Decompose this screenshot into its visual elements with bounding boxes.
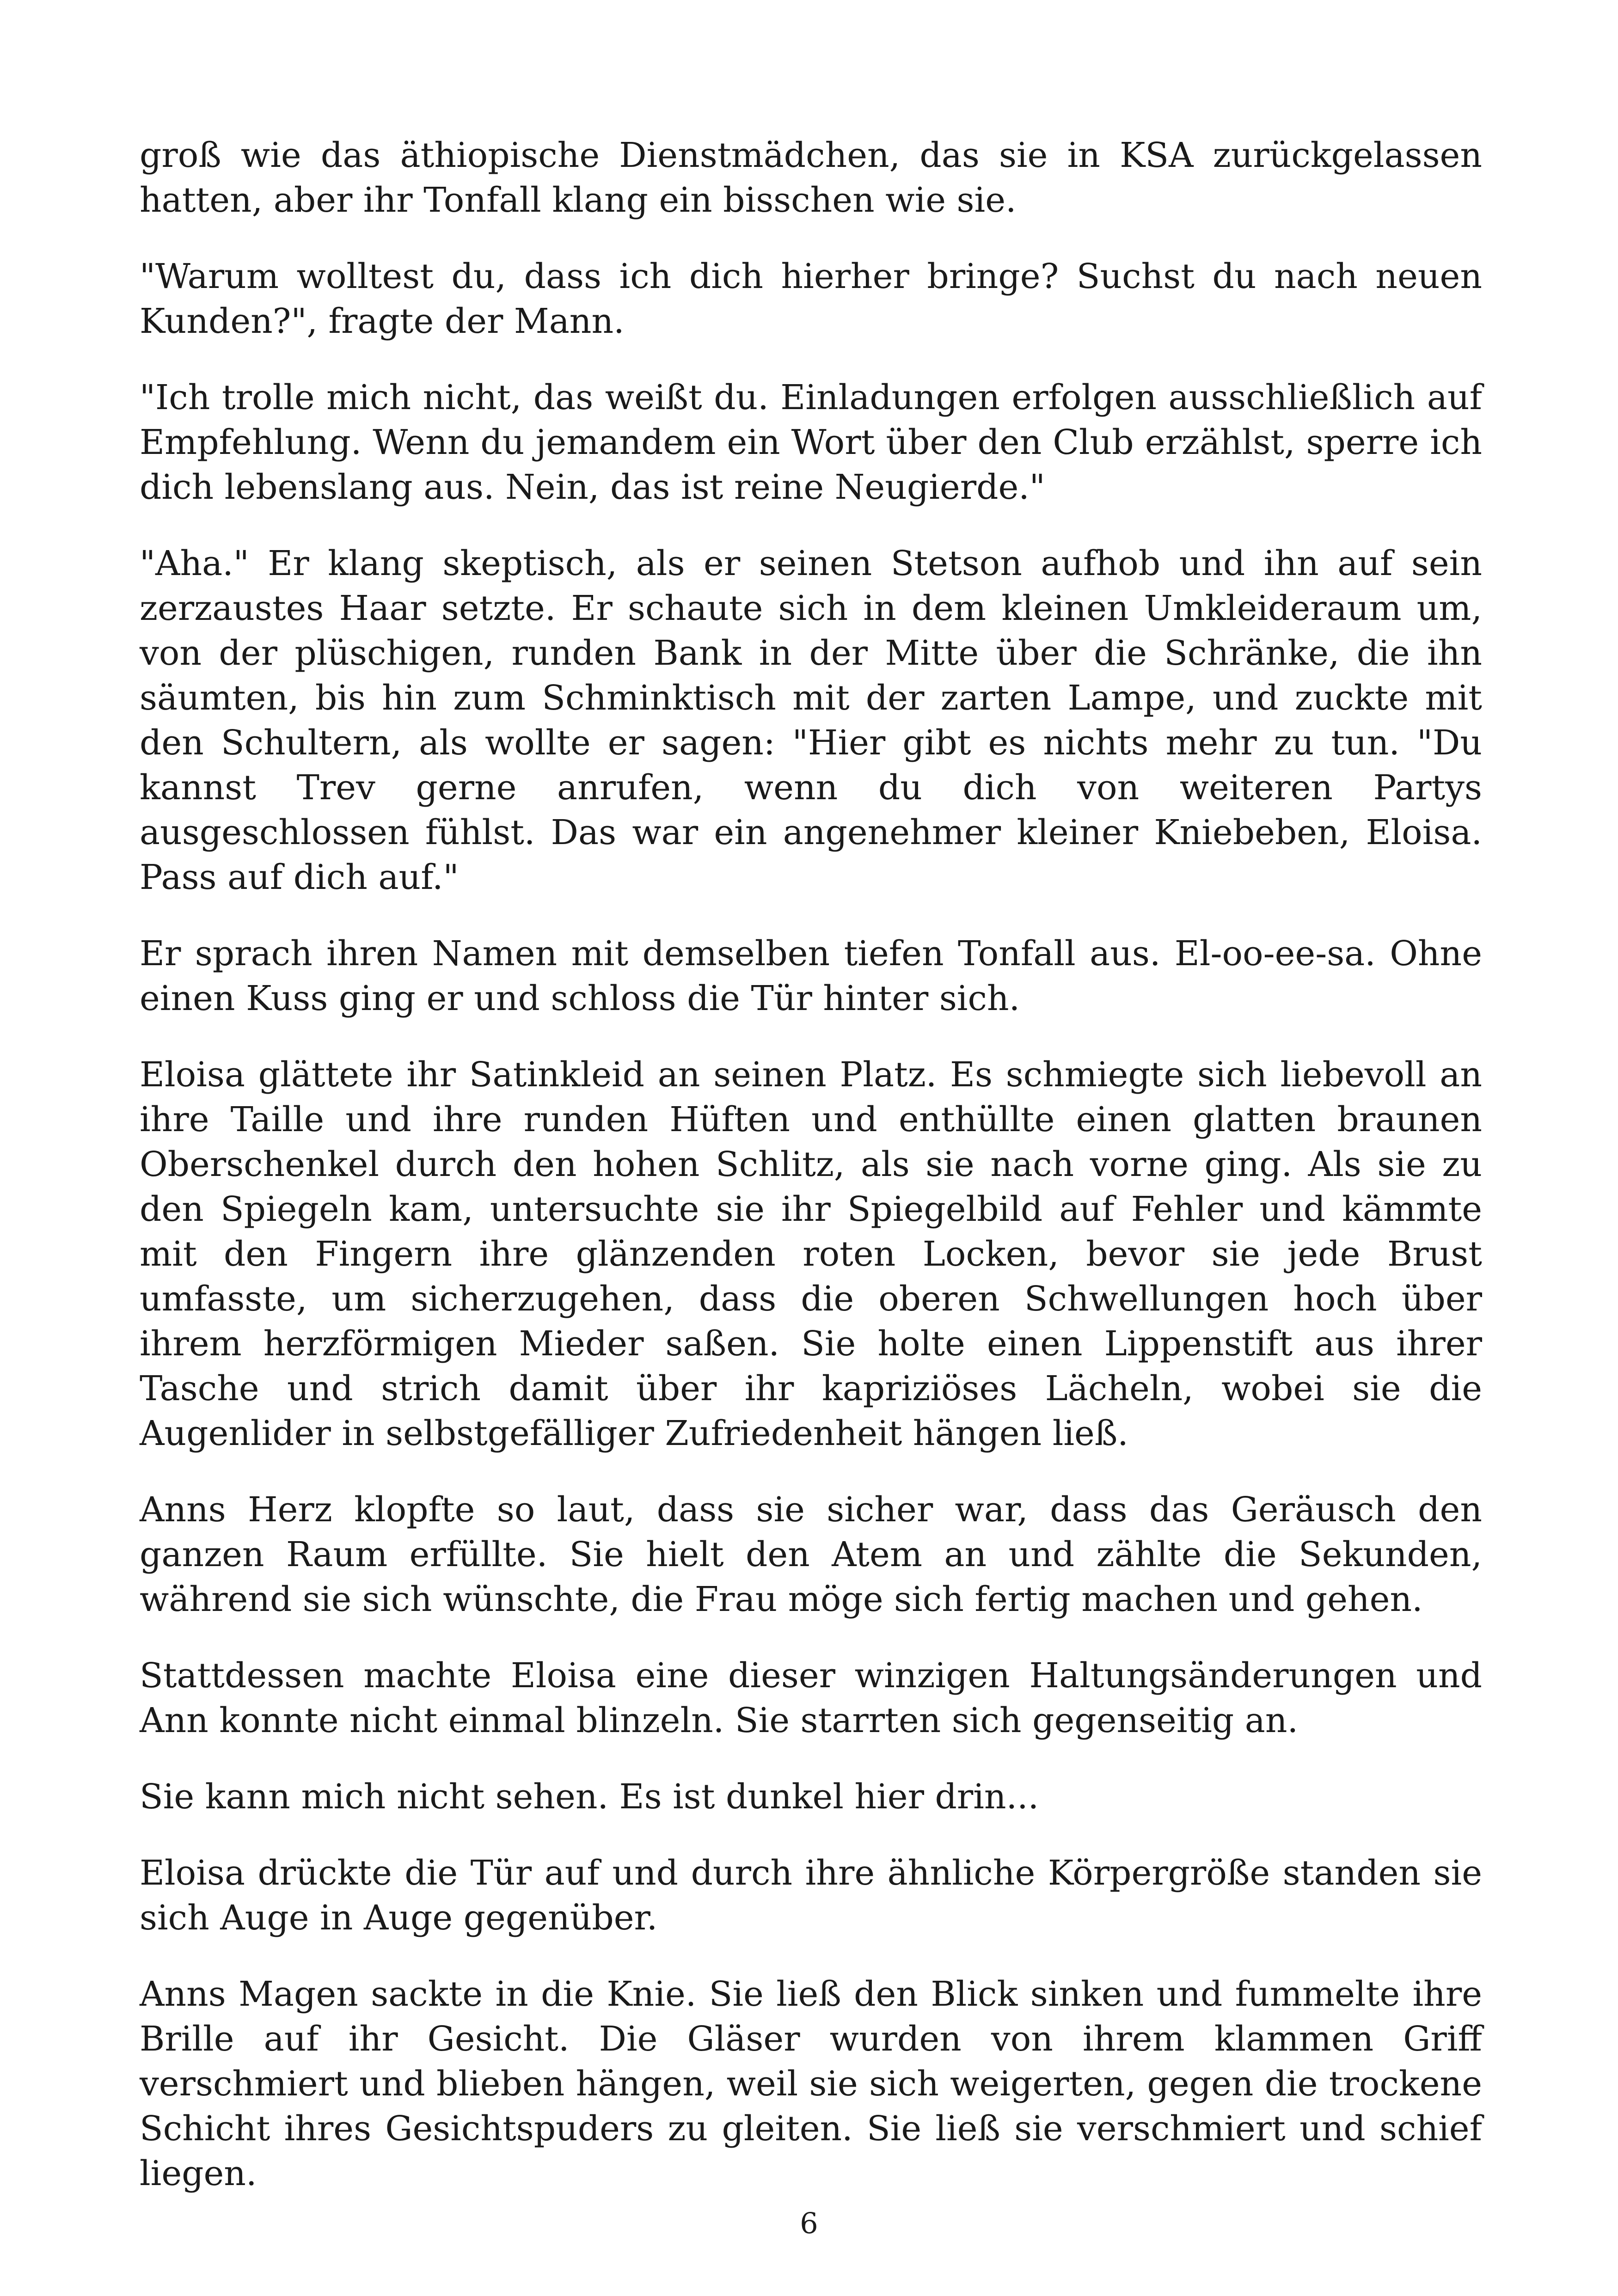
paragraph: Sie kann mich nicht sehen. Es ist dunkel hier drin...: [140, 1777, 1039, 1817]
paragraph: Stattdessen machte Eloisa eine dieser winzigen Haltungsänderungen und Ann konnte nicht einmal blinzeln. Sie starrten sich gegenseitig an.: [140, 1656, 1482, 1740]
paragraph: groß wie das äthiopische Dienstmädchen, das sie in KSA zurückgelassen hatten, aber ihr Tonfall klang ein bisschen wie sie.: [140, 135, 1482, 220]
paragraph: Anns Magen sackte in die Knie. Sie ließ den Blick sinken und fummelte ihre Brille auf ihr Gesicht. Die Gläser wurden von ihrem klammen Griff verschmiert und blieben hängen, weil sie sich weigerten, gegen die trockene Schicht ihres Gesichtspuders zu gleiten. Sie ließ sie verschmiert und schief liegen.: [140, 1974, 1482, 2193]
paragraph: Anns Herz klopfte so laut, dass sie sicher war, dass das Geräusch den ganzen Raum erfüllte. Sie hielt den Atem an und zählte die Sekunden, während sie sich wünschte, die Frau möge sich fertig machen und gehen.: [140, 1490, 1482, 1619]
paragraph: Er sprach ihren Namen mit demselben tiefen Tonfall aus. El-oo-ee-sa. Ohne einen Kuss ging er und schloss die Tür hinter sich.: [140, 934, 1482, 1018]
paragraph: "Aha." Er klang skeptisch, als er seinen Stetson aufhob und ihn auf sein zerzaustes Haar setzte. Er schaute sich in dem kleinen Umkleideraum um, von der plüschigen, runden Bank in der Mitte über die Schränke, die ihn säumten, bis hin zum Schminktisch mit der zarten Lampe, und zuckte mit den Schultern, als wollte er sagen: "Hier gibt es nichts mehr zu tun. "Du kannst Trev gerne anrufen, wenn du dich von weiteren Partys ausgeschlossen fühlst. Das war ein angenehmer kleiner Kniebeben, Eloisa. Pass auf dich auf.": [140, 544, 1482, 897]
body-text: [140, 133, 1482, 2228]
paragraph: "Warum wolltest du, dass ich dich hierher bringe? Suchst du nach neuen Kunden?", fragte der Mann.: [140, 257, 1482, 341]
paragraph: "Ich trolle mich nicht, das weißt du. Einladungen erfolgen ausschließlich auf Empfehlung. Wenn du jemandem ein Wort über den Club erzählst, sperre ich dich lebenslang aus. Nein, das ist reine Neugierde.": [140, 378, 1482, 507]
page-number: 6: [800, 2206, 818, 2240]
paragraph: Eloisa glättete ihr Satinkleid an seinen Platz. Es schmiegte sich liebevoll an ihre Taille und ihre runden Hüften und enthüllte einen glatten braunen Oberschenkel durch den hohen Schlitz, als sie nach vorne ging. Als sie zu den Spiegeln kam, untersuchte sie ihr Spiegelbild auf Fehler und kämmte mit den Fingern ihre glänzenden roten Locken, bevor sie jede Brust umfasste, um sicherzugehen, dass die oberen Schwellungen hoch über ihrem herzförmigen Mieder saßen. Sie holte einen Lippenstift aus ihrer Tasche und strich damit über ihr kapriziöses Lächeln, wobei sie die Augenlider in selbstgefälliger Zufriedenheit hängen ließ.: [140, 1055, 1482, 1453]
paragraph: Eloisa drückte die Tür auf und durch ihre ähnliche Körpergröße standen sie sich Auge in Auge gegenüber.: [140, 1853, 1482, 1938]
